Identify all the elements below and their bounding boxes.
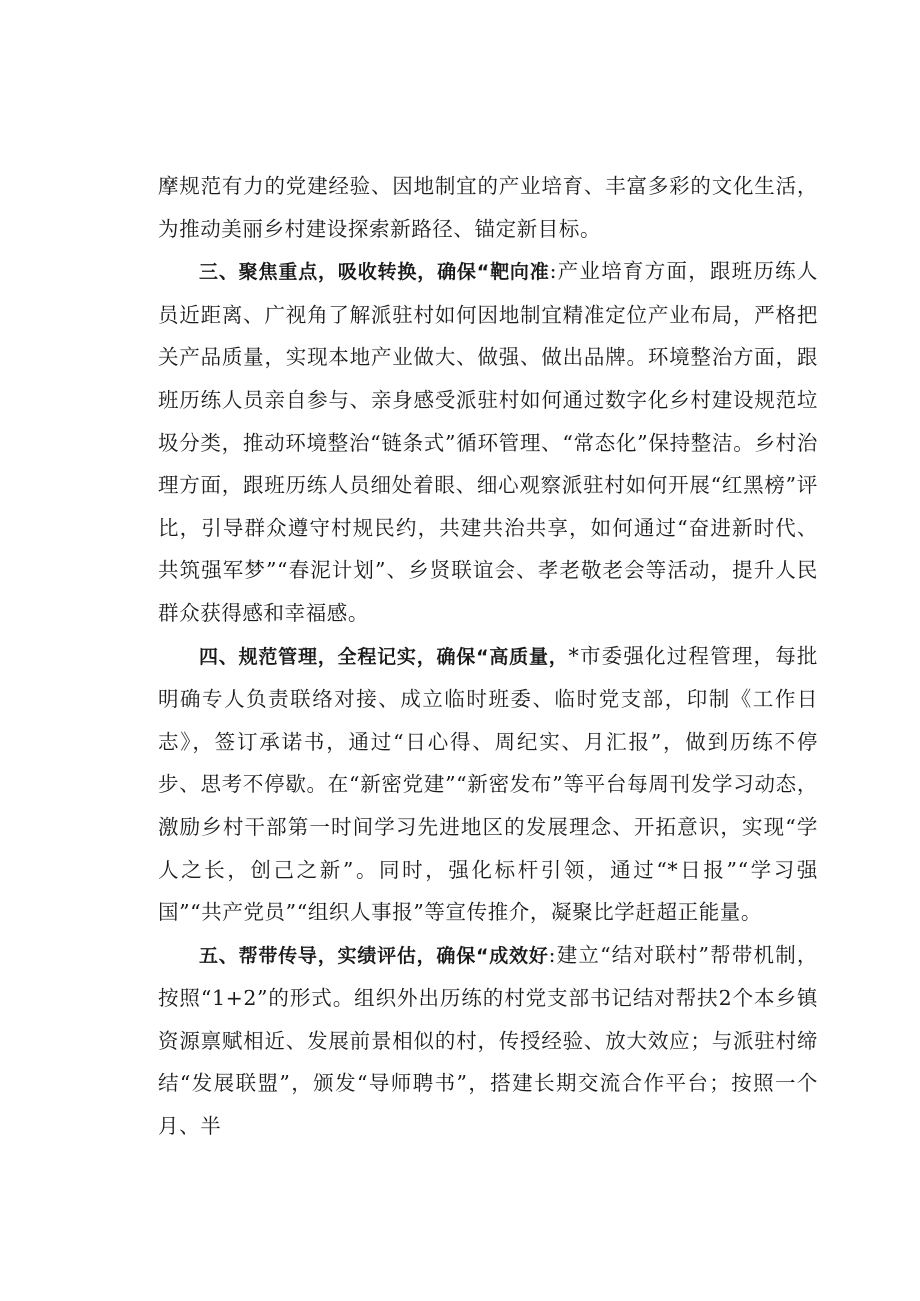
paragraph-section-5	[158, 934, 818, 1148]
section-heading: 四、规范管理，全程记实，确保“高质量，	[199, 645, 569, 668]
paragraph-text: *市委强化过程管理，每批明确专人负责联络对接、成立临时班委、临时党支部，印制《工作日志》，签订承诺书，通过“日心得、周纪实、月汇报”，做到历练不停步、思考不停歇。在“新密党建”“新密发布”等平台每周刊发学习动态，激励乡村干部第一时间学习先进地区的发展理念、开拓意识，实现“学人之长，创己之新”。同时，强化标杆引领，通过“*日报”“学习强国”“共产党员”“组织人事报”等宣传推介，凝聚比学赶超正能量。	[158, 643, 818, 925]
paragraph-text: :建立“结对联村”帮带机制，按照“1+2”的形式。组织外出历练的村党支部书记结对帮扶2个本乡镇资源禀赋相近、发展前景相似的村，传授经验、放大效应；与派驻村缔结“发展联盟”，颁发“导师聘书”，搭建长期交流合作平台；按照一个月、半	[158, 942, 818, 1139]
paragraph-section-4	[158, 635, 818, 934]
section-heading: 三、聚焦重点，吸收转换，确保“靶向准	[199, 261, 550, 284]
section-heading: 五、帮带传导，实绩评估，确保“成效好	[199, 944, 549, 967]
paragraph-section-3	[158, 250, 818, 634]
paragraph-text: 摩规范有力的党建经验、因地制宜的产业培育、丰富多彩的文化生活，为推动美丽乡村建设探索新路径、锚定新目标。	[158, 174, 818, 241]
paragraph-continuation	[158, 165, 818, 250]
document-body	[158, 165, 818, 1148]
paragraph-text: :产业培育方面，跟班历练人员近距离、广视角了解派驻村如何因地制宜精准定位产业布局，严格把关产品质量，实现本地产业做大、做强、做出品牌。环境整治方面，跟班历练人员亲自参与、亲身感受派驻村如何通过数字化乡村建设规范垃圾分类，推动环境整治“链条式”循环管理、“常态化”保持整洁。乡村治理方面，跟班历练人员细处着眼、细心观察派驻村如何开展“红黑榜”评比，引导群众遵守村规民约，共建共治共享，如何通过“奋进新时代、共筑强军梦”“春泥计划”、乡贤联谊会、孝老敬老会等活动，提升人民群众获得感和幸福感。	[158, 259, 818, 625]
